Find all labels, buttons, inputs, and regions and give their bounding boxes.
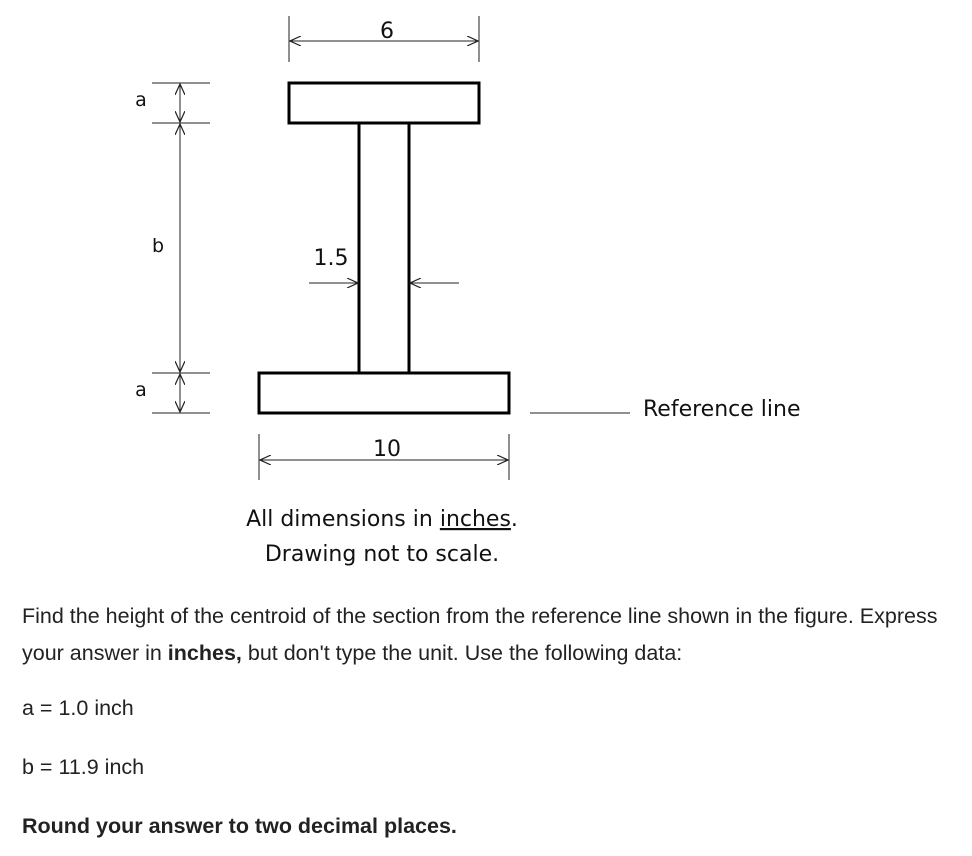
question-part2: but don't type the unit. Use the following data: — [241, 641, 683, 665]
bottom-width-label: 10 — [373, 437, 401, 462]
a-bottom-label: a — [135, 379, 147, 401]
question-part1: Find the height of the centroid of the section from the reference line shown in the figure. Express your answer in — [22, 604, 938, 665]
note-post: . — [510, 507, 518, 532]
question-bold-unit: inches, — [167, 641, 242, 665]
reference-line-label: Reference line — [643, 397, 801, 422]
rounding-instruction: Round your answer to two decimal places. — [22, 814, 457, 838]
data-a: a = 1.0 inch — [22, 696, 134, 720]
vertical-dimensions — [135, 83, 210, 413]
inches-link: inches — [439, 507, 511, 532]
top-flange — [289, 83, 479, 123]
data-b: b = 11.9 inch — [22, 755, 145, 779]
question-text — [22, 598, 957, 672]
dimensions-note — [246, 507, 518, 532]
bottom-width-dimension — [259, 434, 509, 480]
bottom-flange — [259, 373, 509, 413]
top-width-label: 6 — [380, 19, 394, 44]
scale-note: Drawing not to scale. — [264, 542, 500, 567]
web — [359, 123, 409, 373]
a-top-label: a — [135, 89, 147, 111]
web-thickness-label: 1.5 — [313, 246, 349, 271]
reference-line-marker — [530, 397, 800, 422]
b-label: b — [151, 235, 165, 257]
top-width-dimension — [289, 16, 479, 62]
note-pre: All dimensions in — [246, 507, 440, 532]
